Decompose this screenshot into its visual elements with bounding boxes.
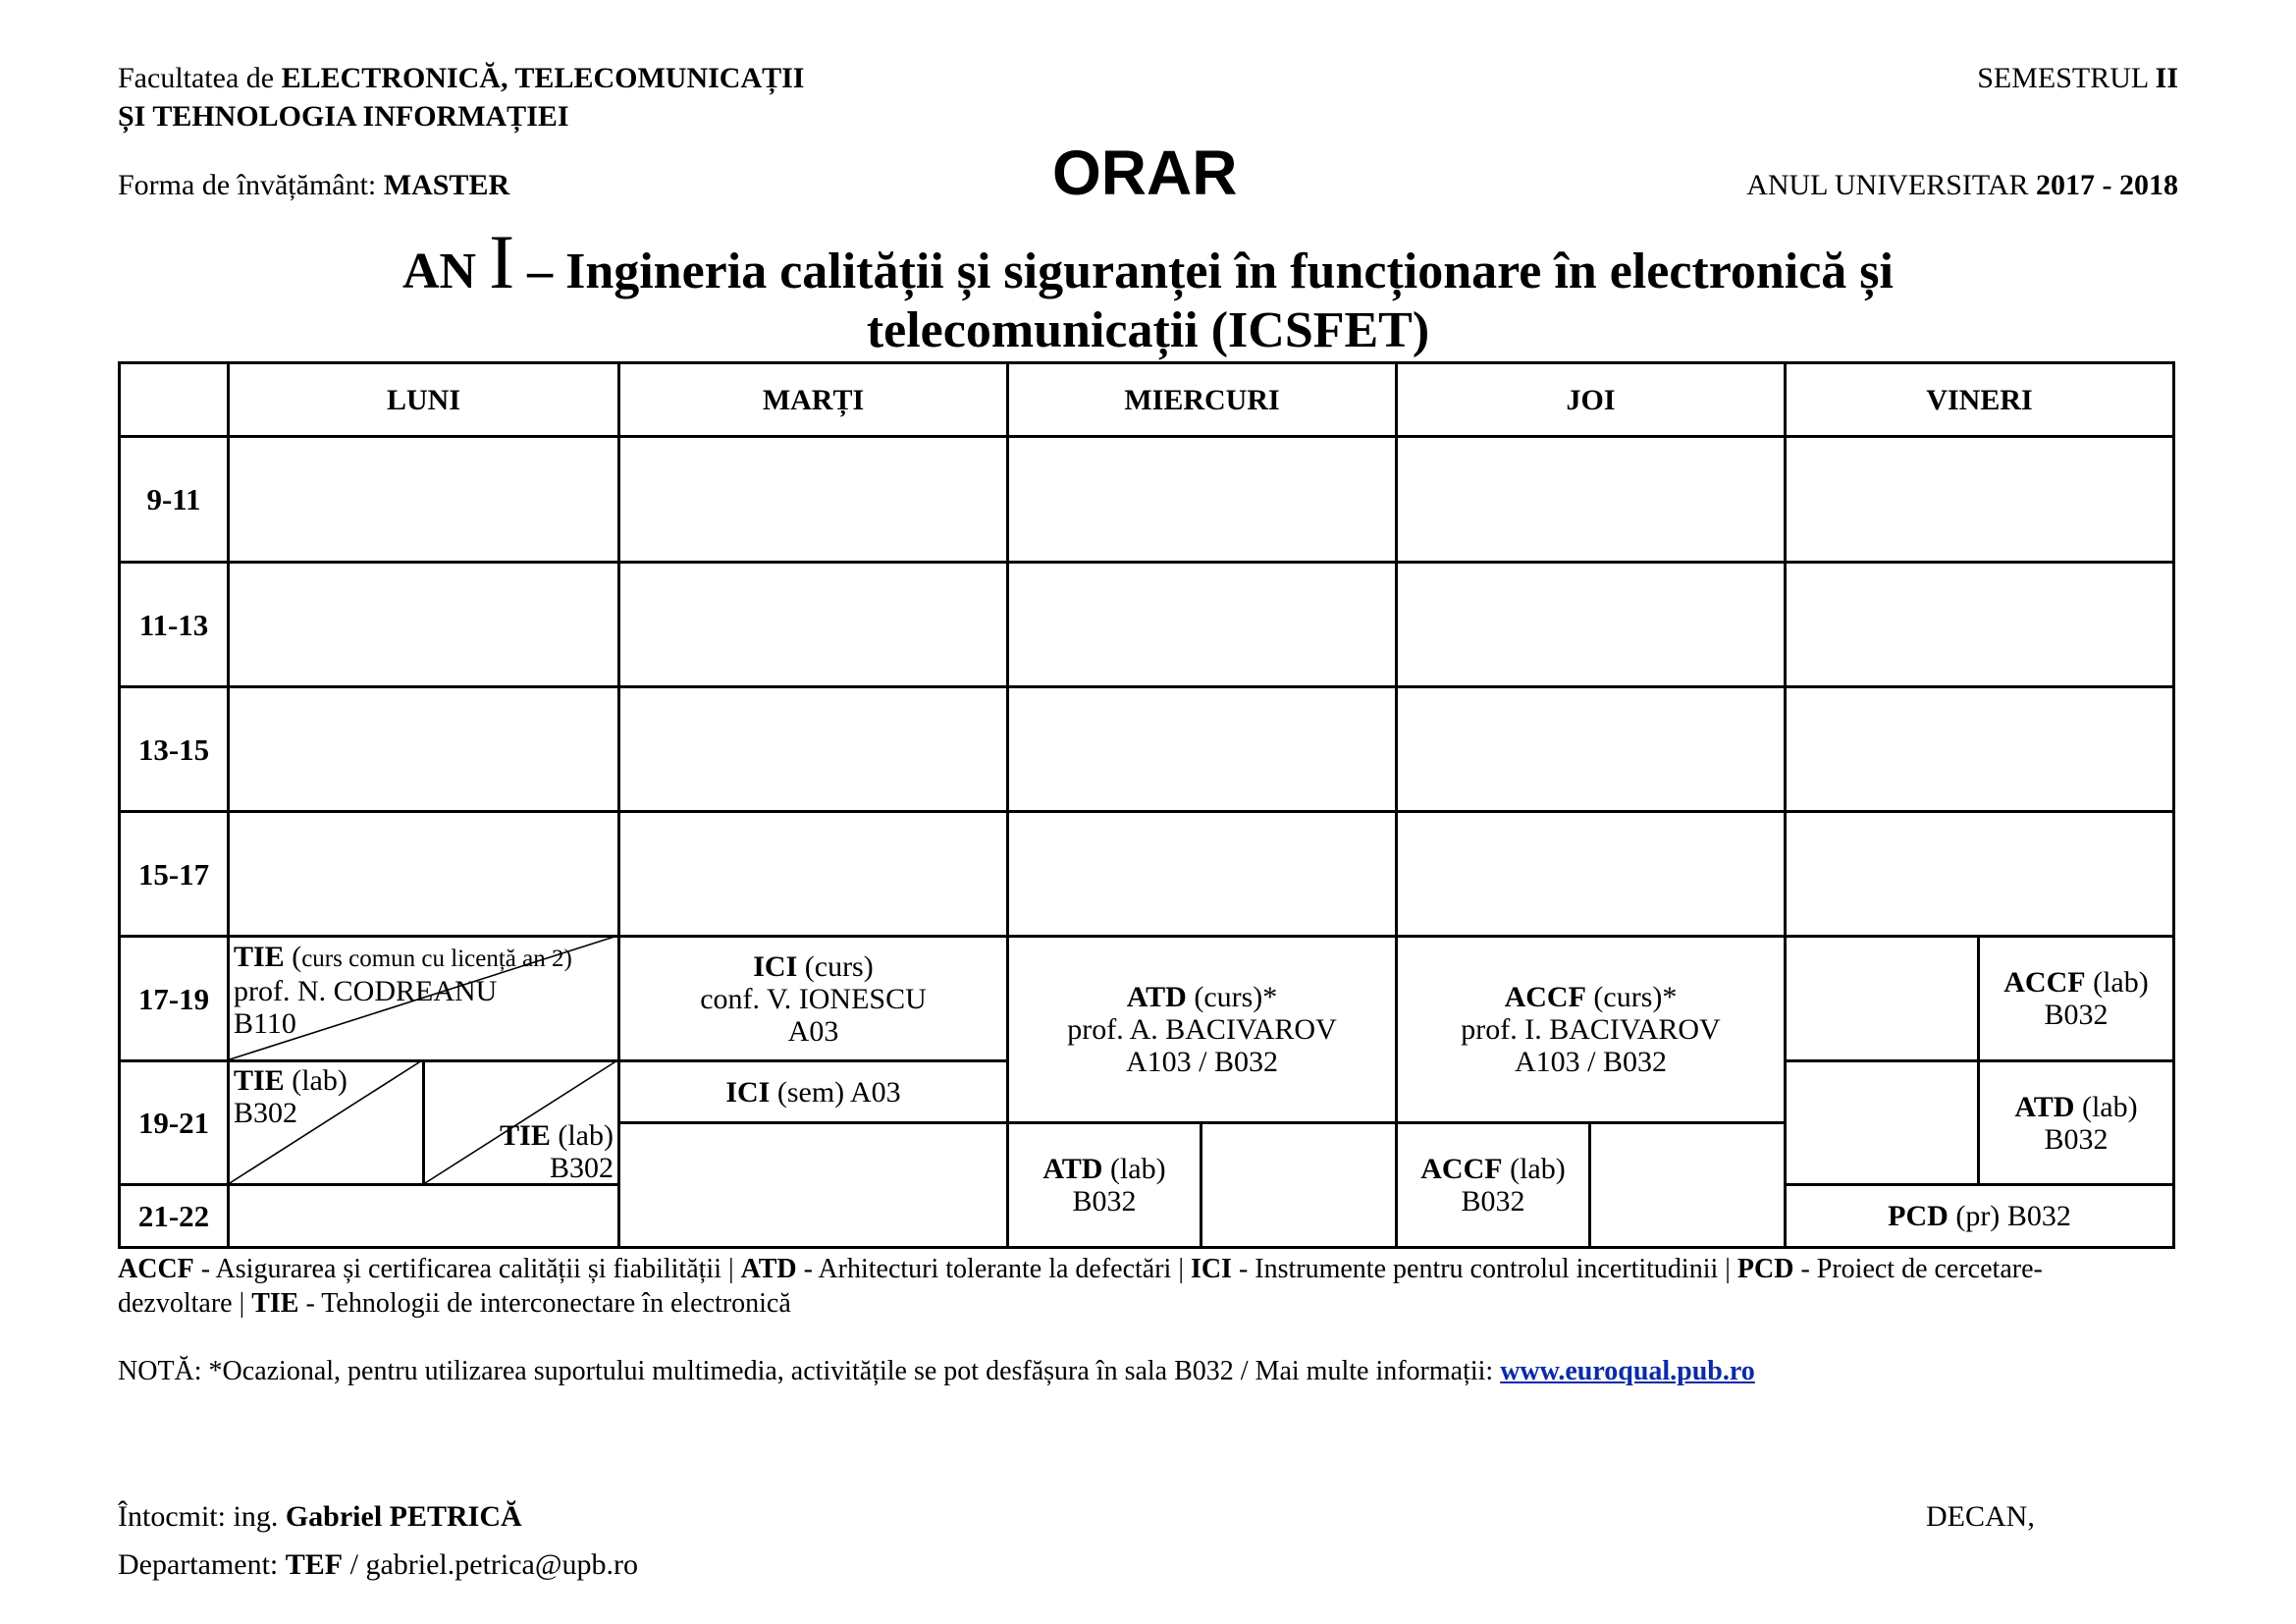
class-pcd	[1787, 1186, 2172, 1246]
legend-desc: - Arhitecturi tolerante la defectări |	[796, 1254, 1191, 1284]
class-title-line	[234, 941, 572, 975]
class-title: ATD	[1042, 1153, 1103, 1185]
class-title-line	[753, 950, 873, 983]
academic-year-value: 2017 - 2018	[2036, 169, 2178, 201]
program-prefix: AN	[401, 244, 477, 299]
time-slot: 11-13	[138, 607, 209, 642]
class-type: (lab)	[2085, 966, 2149, 999]
class-title-line	[1042, 1153, 1165, 1185]
class-tie-lab	[425, 1115, 614, 1184]
day-header-vineri: VINERI	[1926, 383, 2033, 416]
class-room: A103 / B032	[1514, 1046, 1667, 1078]
class-title: ICI	[753, 949, 798, 983]
class-room: B032	[2000, 1200, 2071, 1232]
department-email: / gabriel.petrica@upb.ro	[343, 1548, 638, 1581]
class-title: TIE	[234, 1064, 285, 1097]
dean-label: DECAN,	[1926, 1500, 2035, 1533]
time-slot: 13-15	[137, 731, 210, 767]
faculty-name: ELECTRONICĂ, TELECOMUNICAȚII	[281, 62, 805, 94]
class-accf-lab	[1980, 938, 2172, 1059]
day-header-luni: LUNI	[386, 383, 460, 416]
class-room: B110	[234, 1007, 296, 1040]
class-teacher: prof. A. BACIVAROV	[1067, 1013, 1337, 1046]
class-title: ATD	[2014, 1090, 2075, 1123]
time-slot: 21-22	[137, 1199, 210, 1233]
class-tie-curs	[234, 941, 614, 1056]
class-title: ATD	[1126, 981, 1187, 1013]
class-room: B032	[2044, 999, 2109, 1031]
class-title-line	[234, 1064, 347, 1097]
class-title-line	[1127, 981, 1278, 1013]
class-atd-lab	[1009, 1124, 1200, 1246]
day-header-joi: JOI	[1566, 383, 1616, 416]
class-ici-sem	[620, 1062, 1006, 1121]
legend-desc: - Proiect de cercetare-	[1793, 1254, 2043, 1284]
class-type: (lab)	[284, 1064, 347, 1097]
class-note: curs comun cu licență an 2)	[301, 946, 572, 972]
time-slot: 17-19	[137, 981, 210, 1016]
class-title-line	[725, 1076, 900, 1109]
note-text: : *Ocazional, pentru utilizarea suportului multimedia, activitățile se pot desfășura în sala B032 / Mai multe informații:	[193, 1356, 1501, 1386]
faculty-prefix: Facultatea de	[118, 62, 275, 94]
program-title-line-2: telecomunicații (ICSFET)	[866, 302, 1430, 358]
class-title: TIE	[234, 941, 285, 973]
program-year: I	[489, 219, 515, 304]
class-title: TIE	[500, 1119, 551, 1152]
class-title-line	[2014, 1091, 2137, 1123]
class-atd-lab	[1980, 1062, 2172, 1183]
class-room: B302	[549, 1152, 614, 1184]
academic-year	[1746, 168, 2178, 203]
class-type: (pr)	[1948, 1200, 2001, 1232]
class-teacher: prof. I. BACIVAROV	[1461, 1013, 1721, 1046]
class-title-line	[500, 1119, 614, 1152]
timetable	[118, 361, 2175, 1249]
legend-desc: dezvoltare |	[118, 1288, 252, 1319]
study-form	[118, 168, 509, 203]
class-type: (lab)	[1102, 1153, 1166, 1185]
class-room: A03	[844, 1075, 901, 1109]
class-title: ACCF	[2003, 966, 2086, 999]
class-title: ACCF	[1420, 1153, 1503, 1185]
faculty-name-2: ȘI TEHNOLOGIA INFORMAȚIEI	[118, 100, 569, 133]
class-atd-curs	[1009, 938, 1395, 1121]
class-title: ACCF	[1504, 981, 1586, 1013]
class-title-line	[2003, 966, 2148, 999]
class-accf-lab	[1398, 1124, 1588, 1246]
class-room: A103 / B032	[1125, 1046, 1278, 1078]
class-title: ICI	[725, 1075, 771, 1109]
class-accf-curs	[1398, 938, 1784, 1121]
day-header-marti: MARȚI	[762, 383, 865, 416]
legend-desc: - Asigurarea și certificarea calității și fiabilității |	[193, 1254, 741, 1284]
class-room: B032	[1461, 1185, 1525, 1218]
time-slot: 19-21	[137, 1106, 210, 1140]
class-type: (sem)	[770, 1075, 845, 1109]
class-tie-lab	[234, 1064, 420, 1133]
program-title-line-1	[0, 219, 2296, 304]
semester-value: II	[2155, 62, 2178, 94]
doc-title: ORAR	[1052, 137, 1238, 208]
legend-desc: - Instrumente pentru controlul incertitudinii |	[1231, 1254, 1737, 1284]
class-room: A03	[787, 1014, 839, 1048]
department-value: TEF	[285, 1548, 344, 1581]
department-label: Departament:	[118, 1548, 279, 1581]
class-type: (curs)*	[1186, 981, 1278, 1013]
study-form-value: MASTER	[383, 169, 510, 201]
semester-label: SEMESTRUL	[1977, 62, 2149, 94]
info-link[interactable]: www.euroqual.pub.ro	[1500, 1356, 1755, 1386]
class-title-line	[1888, 1200, 2071, 1232]
legend-abbr: ACCF	[118, 1254, 194, 1284]
class-type: (lab)	[550, 1119, 614, 1152]
time-slot: 9-11	[146, 482, 201, 516]
semester	[1977, 61, 2178, 96]
legend-abbr: ICI	[1190, 1254, 1232, 1284]
class-type: (	[284, 941, 302, 973]
prepared-by	[118, 1499, 522, 1535]
faculty-line-1	[118, 61, 804, 96]
legend-abbr: PCD	[1736, 1254, 1794, 1284]
legend-abbr: ATD	[740, 1254, 797, 1284]
class-teacher: conf. V. IONESCU	[700, 982, 927, 1015]
faculty-line-2	[118, 99, 569, 135]
class-room: B302	[234, 1097, 298, 1129]
class-title-line	[1505, 981, 1678, 1013]
class-teacher: prof. N. CODREANU	[234, 975, 498, 1007]
study-form-label: Forma de învățământ:	[118, 169, 377, 201]
class-type: (curs)	[797, 949, 874, 983]
legend-desc: - Tehnologii de interconectare în electronică	[298, 1288, 791, 1319]
note	[118, 1355, 1755, 1388]
class-ici-curs	[620, 938, 1006, 1059]
prepared-name: Gabriel PETRICĂ	[285, 1500, 522, 1533]
day-header-miercuri: MIERCURI	[1124, 383, 1280, 416]
class-type: (lab)	[2074, 1090, 2138, 1123]
class-title-line	[1420, 1153, 1565, 1185]
class-room: B032	[2044, 1122, 2109, 1156]
class-title: PCD	[1888, 1200, 1949, 1232]
class-room: B032	[1072, 1185, 1137, 1218]
program-name: – Ingineria calității și siguranței în funcționare în electronică și	[527, 244, 1894, 299]
class-type: (curs)*	[1585, 981, 1678, 1013]
prepared-label: Întocmit: ing.	[118, 1500, 279, 1533]
time-slot: 15-17	[137, 856, 210, 892]
department	[118, 1547, 638, 1583]
legend-abbr: TIE	[251, 1288, 299, 1319]
note-label: NOTĂ	[118, 1356, 194, 1386]
academic-year-label: ANUL UNIVERSITAR	[1746, 169, 2029, 201]
legend-line-2	[118, 1287, 791, 1321]
class-type: (lab)	[1502, 1153, 1566, 1185]
legend-line-1	[118, 1253, 2043, 1286]
